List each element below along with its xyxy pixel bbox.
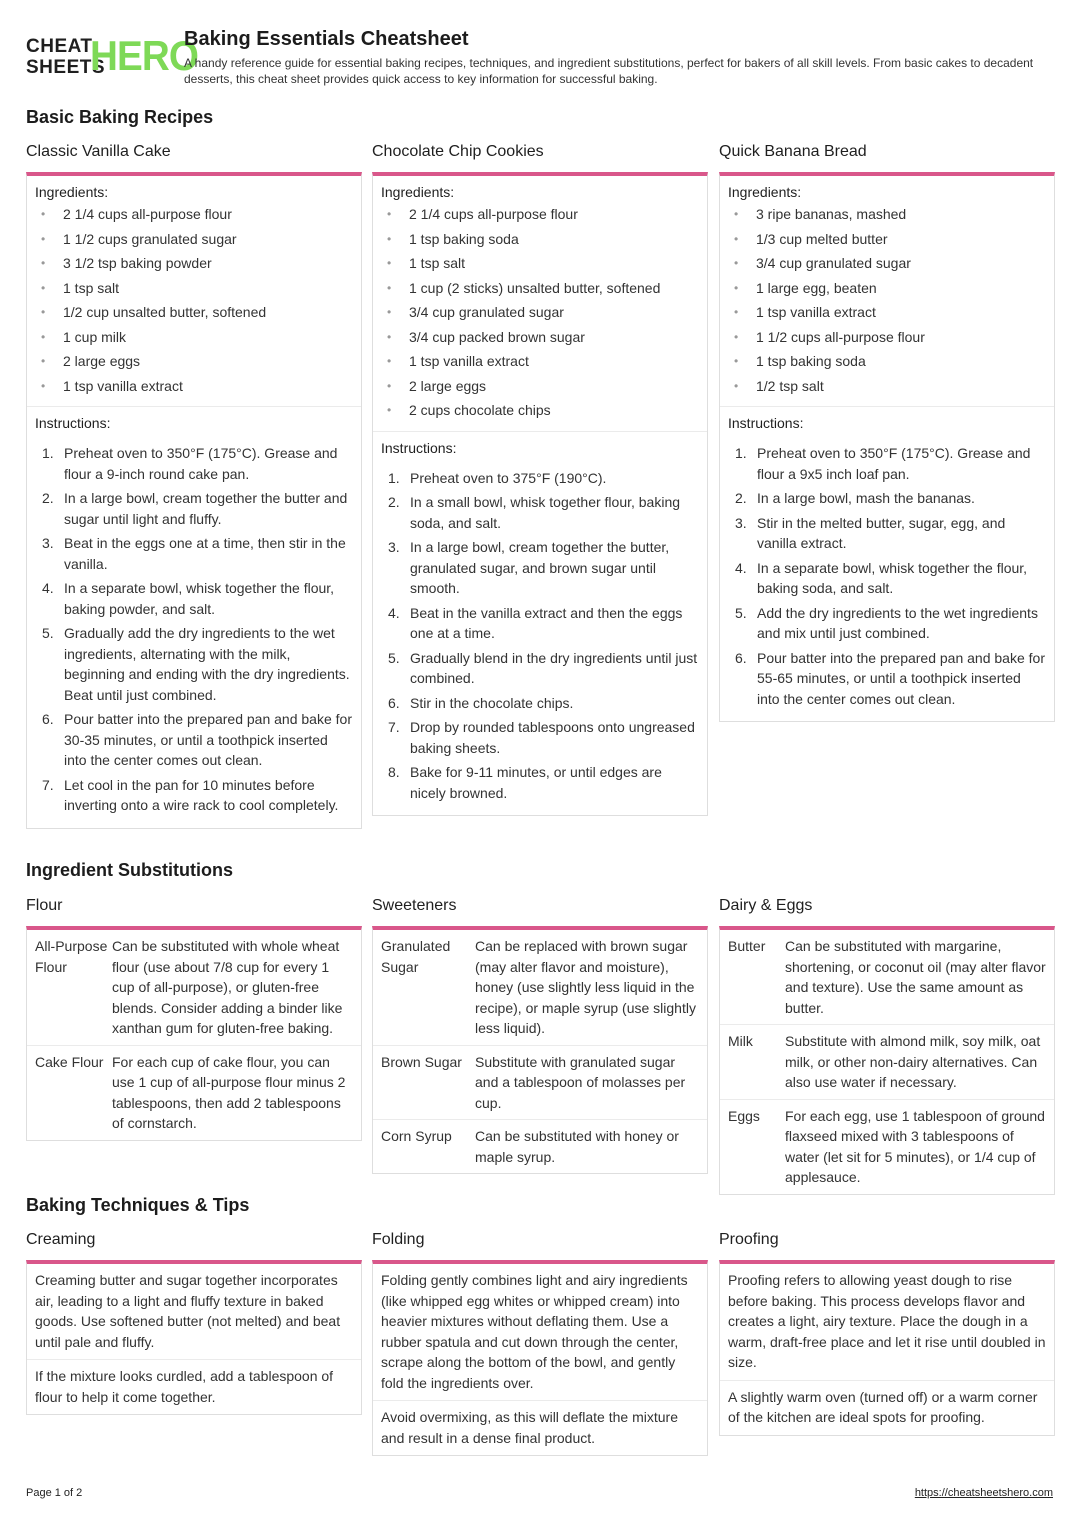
list-item: • 1 tsp vanilla extract [35, 374, 353, 399]
substitution-key: Milk [728, 1033, 753, 1049]
list-item: • 1 tsp baking soda [381, 227, 699, 252]
table-row [720, 1099, 1054, 1194]
card-body [719, 172, 1055, 722]
list-item: 6. Stir in the chocolate chips. [388, 694, 574, 711]
list-item: • 1 tsp baking soda [728, 349, 1046, 374]
table-row [373, 930, 707, 1045]
substitution-key: All-Purpose Flour [35, 938, 108, 975]
tip-text: Folding gently combines light and airy ingredients (like whipped egg whites or whipped cream) into heavier mixtures without deflating them. Use a rubber spatula and cut down through the center, scrape along the bottom of the bowl, and gently fold the ingredients over. [381, 1272, 688, 1391]
section-title-recipes: Basic Baking Recipes [26, 107, 214, 127]
cheatsheetshero-logo[interactable] [26, 32, 198, 80]
substitution-value: Substitute with almond milk, soy milk, oat milk, or other non-dairy alternatives. Can also use water if necessary. [785, 1033, 1041, 1090]
instructions-label: Instructions: [728, 415, 804, 431]
list-item: • 1 tsp vanilla extract [728, 300, 1046, 325]
list-item: • 1/2 tsp salt [728, 374, 1046, 399]
list-item: 5. Gradually blend in the dry ingredients until just combined. [388, 649, 698, 686]
list-item: • 2 large eggs [381, 374, 699, 399]
list-item: 1. Preheat oven to 350°F (175°C). Grease and flour a 9x5 inch loaf pan. [735, 445, 1031, 482]
card-body [372, 172, 708, 816]
list-item: • 2 1/4 cups all-purpose flour [381, 202, 699, 227]
table-row [373, 1045, 707, 1120]
card-title: Quick Banana Bread [719, 143, 867, 160]
list-item: • 1 1/2 cups granulated sugar [35, 227, 353, 252]
card-body [26, 172, 362, 829]
substitution-value: For each cup of cake flour, you can use 1 cup of all-purpose flour minus 2 tablespoons, then add 2 tablespoons of cornstarch. [112, 1053, 346, 1131]
substitution-value: Can be substituted with margarine, shortening, or coconut oil (may alter flavor and texture). Use the same amount as butter. [785, 938, 1046, 1016]
instructions-label: Instructions: [381, 439, 457, 456]
ingredients-list [720, 200, 1054, 406]
instructions-list [27, 431, 361, 828]
logo-text-hero: HERO [90, 32, 198, 79]
substitution-card-sweeteners [372, 896, 708, 1174]
card-body [719, 926, 1055, 1195]
tip-text: Proofing refers to allowing yeast dough to rise before baking. This process develops flavor and creates a light, airy texture. Place the dough in a warm, draft-free place and let it rise until doubled in size. [728, 1272, 1046, 1370]
substitution-value: Can be substituted with whole wheat flour (use about 7/8 cup for every 1 cup of all-purpose), or gluten-free blends. Consider adding a binder like xanthan gum for gluten-free baking. [112, 938, 343, 1036]
list-item: 8. Bake for 9-11 minutes, or until edges are nicely browned. [388, 764, 662, 801]
list-item: • 1 cup (2 sticks) unsalted butter, softened [381, 276, 699, 301]
card-body [719, 1260, 1055, 1436]
technique-card-creaming [26, 1230, 362, 1415]
card-body [26, 1260, 362, 1415]
card-title: Chocolate Chip Cookies [372, 143, 544, 160]
tip-text: A slightly warm oven (turned off) or a warm corner of the kitchen are ideal spots for proofing. [720, 1380, 1054, 1435]
list-item: • 1 tsp vanilla extract [381, 349, 699, 374]
ingredients-label: Ingredients: [35, 184, 109, 200]
list-item: 2. In a large bowl, cream together the butter and sugar until light and fluffy. [42, 490, 348, 527]
site-link[interactable]: https://cheatsheetshero.com [914, 1487, 1053, 1499]
ingredients-label: Ingredients: [728, 184, 802, 200]
section-title-techniques: Baking Techniques & Tips [26, 1195, 250, 1215]
list-item: • 3/4 cup packed brown sugar [381, 325, 699, 350]
card-title: Flour [26, 897, 63, 914]
list-item: • 1 1/2 cups all-purpose flour [728, 325, 1046, 350]
list-item: • 1/2 cup unsalted butter, softened [35, 300, 353, 325]
table-row [27, 1045, 361, 1140]
list-item: 1. Preheat oven to 375°F (190°C). [388, 469, 607, 486]
list-item: 5. Gradually add the dry ingredients to the wet ingredients, alternating with the milk, beginning and ending with the dry ingredients. Beat until just combined. [42, 625, 350, 703]
list-item: • 1/3 cup melted butter [728, 227, 1046, 252]
list-item: • 1 cup milk [35, 325, 353, 350]
page-number: Page 1 of 2 [26, 1487, 83, 1499]
list-item: • 2 1/4 cups all-purpose flour [35, 202, 353, 227]
list-item: 7. Let cool in the pan for 10 minutes before inverting onto a wire rack to cool completely. [42, 776, 339, 813]
table-row [720, 1024, 1054, 1099]
list-item: • 3 1/2 tsp baking powder [35, 251, 353, 276]
ingredients-list [27, 200, 361, 406]
tip-text: Creaming butter and sugar together incorporates air, leading to a light and fluffy texture in baked goods. Use softened butter (not melted) and beat until pale and fluffy. [35, 1272, 341, 1350]
list-item: 4. Beat in the vanilla extract and then the eggs one at a time. [388, 604, 683, 641]
recipe-card-vanilla-cake [26, 142, 362, 829]
list-item: 2. In a small bowl, whisk together flour, baking soda, and salt. [388, 494, 681, 531]
card-body [26, 926, 362, 1141]
table-row [27, 930, 361, 1045]
section-title-substitutions: Ingredient Substitutions [26, 860, 233, 880]
table-row [373, 1119, 707, 1173]
list-item: • 3/4 cup granulated sugar [728, 251, 1046, 276]
list-item: 4. In a separate bowl, whisk together the flour, baking powder, and salt. [42, 580, 335, 617]
card-title: Creaming [26, 1231, 96, 1248]
list-item: • 3 ripe bananas, mashed [728, 202, 1046, 227]
card-title: Folding [372, 1231, 425, 1248]
substitution-card-dairy-eggs [719, 896, 1055, 1195]
list-item: 7. Drop by rounded tablespoons onto ungreased baking sheets. [388, 719, 695, 756]
ingredients-list [373, 200, 707, 431]
page-subtitle: A handy reference guide for essential baking recipes, techniques, and ingredient substitutions, perfect for bakers of all skill levels. From basic cakes to decadent desserts, this cheat sheet provides quick access to key information for successful baking. [184, 56, 1034, 86]
table-row [720, 930, 1054, 1024]
list-item: • 2 cups chocolate chips [381, 398, 699, 423]
list-item: 4. In a separate bowl, whisk together the flour, baking soda, and salt. [735, 559, 1028, 596]
list-item: • 1 large egg, beaten [728, 276, 1046, 301]
instructions-list [373, 456, 707, 816]
substitution-key: Eggs [728, 1107, 760, 1124]
recipe-card-banana-bread [719, 142, 1055, 722]
card-title: Proofing [719, 1231, 779, 1248]
list-item: 1. Preheat oven to 350°F (175°C). Grease and flour a 9-inch round cake pan. [42, 445, 338, 482]
substitution-card-flour [26, 896, 362, 1141]
tip-text: Avoid overmixing, as this will deflate the mixture and result in a dense final product. [373, 1400, 707, 1455]
technique-card-folding [372, 1230, 708, 1456]
list-item: 2. In a large bowl, mash the bananas. [735, 490, 975, 506]
recipe-card-chocolate-chip-cookies [372, 142, 708, 816]
instructions-label: Instructions: [35, 415, 111, 431]
card-title: Sweeteners [372, 897, 457, 914]
ingredients-label: Ingredients: [381, 184, 455, 200]
list-item: 3. Stir in the melted butter, sugar, egg, and vanilla extract. [735, 514, 1006, 551]
page-title: Baking Essentials Cheatsheet [184, 28, 469, 50]
substitution-value: Can be substituted with honey or maple syrup. [475, 1128, 679, 1165]
list-item: • 1 tsp salt [381, 251, 699, 276]
list-item: • 3/4 cup granulated sugar [381, 300, 699, 325]
list-item: • 2 large eggs [35, 349, 353, 374]
card-body [372, 1260, 708, 1456]
substitution-value: Can be replaced with brown sugar (may alter flavor and moisture), honey (use slightly less liquid in the recipe), or maple syrup (use slightly less liquid). [475, 938, 696, 1036]
substitution-key: Granulated Sugar [381, 938, 451, 975]
substitution-key: Corn Syrup [381, 1128, 452, 1144]
logo-text-cheat: CHEAT [26, 36, 93, 57]
instructions-list [720, 431, 1054, 721]
technique-card-proofing [719, 1230, 1055, 1436]
substitution-value: Substitute with granulated sugar and a tablespoon of molasses per cup. [475, 1053, 686, 1111]
list-item: 3. Beat in the eggs one at a time, then stir in the vanilla. [42, 535, 346, 572]
list-item: • 1 tsp salt [35, 276, 353, 301]
substitution-value: For each egg, use 1 tablespoon of ground flaxseed mixed with 3 tablespoons of water (let sit for 5 minutes), or 1/4 cup of applesauce. [785, 1107, 1045, 1185]
card-title: Classic Vanilla Cake [26, 143, 171, 160]
tip-text: If the mixture looks curdled, add a tablespoon of flour to help it come together. [27, 1359, 361, 1414]
card-title: Dairy & Eggs [719, 897, 813, 914]
list-item: 6. Pour batter into the prepared pan and bake for 30-35 minutes, or until a toothpick inserted into the center comes out clean. [42, 711, 352, 768]
list-item: 6. Pour batter into the prepared pan and bake for 55-65 minutes, or until a toothpick inserted into the center comes out clean. [735, 649, 1045, 707]
page-header [26, 28, 1058, 90]
substitution-key: Cake Flour [35, 1053, 104, 1070]
logo-text-sheets: SHEETS [26, 57, 106, 78]
card-body [372, 926, 708, 1174]
list-item: 5. Add the dry ingredients to the wet ingredients and mix until just combined. [735, 604, 1038, 641]
substitution-key: Brown Sugar [381, 1053, 462, 1070]
list-item: 3. In a large bowl, cream together the butter, granulated sugar, and brown sugar until smooth. [388, 539, 670, 596]
substitution-key: Butter [728, 938, 766, 954]
